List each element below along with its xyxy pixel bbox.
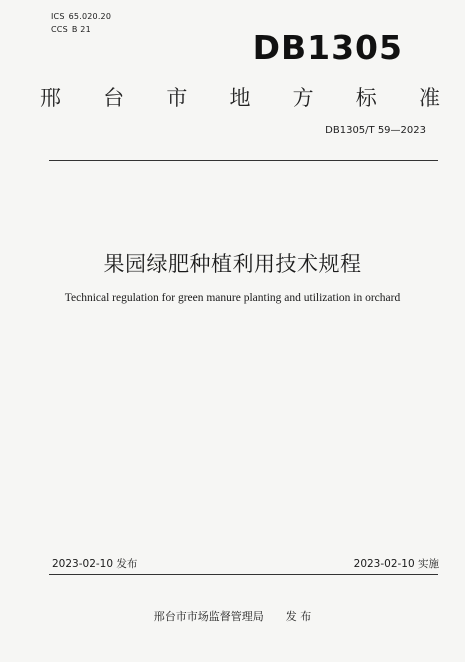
document-title-chinese: 果园绿肥种植利用技术规程 — [103, 252, 362, 276]
ics-classification — [51, 11, 111, 22]
standard-type-char: 台 — [103, 86, 125, 110]
standard-type-char: 标 — [355, 86, 377, 110]
standard-type-heading — [40, 85, 440, 111]
standard-type-char: 市 — [166, 86, 188, 110]
implement-date: 2023-02-10 实施 — [353, 558, 439, 570]
standard-code-logo: DB1305 — [252, 28, 403, 67]
ccs-classification — [51, 24, 91, 35]
standard-type-char: 方 — [292, 86, 314, 110]
top-divider — [49, 160, 438, 161]
issuer-name: 邢台市市场监督管理局 — [153, 610, 264, 623]
document-title-english: Technical regulation for green manure planting and utilization in orchard — [64, 292, 401, 304]
standard-type-char: 地 — [229, 86, 251, 110]
standard-type-char: 准 — [418, 86, 440, 110]
standard-number: DB1305/T 59—2023 — [325, 125, 426, 136]
ccs-label: CCS — [51, 25, 68, 34]
bottom-divider — [49, 574, 438, 575]
issuing-authority — [0, 610, 465, 624]
ics-value: 65.020.20 — [68, 12, 112, 21]
standard-type-char: 邢 — [40, 86, 61, 110]
publish-date: 2023-02-10 发布 — [52, 558, 138, 570]
issuer-action: 发 布 — [285, 610, 312, 623]
ccs-value: B 21 — [71, 25, 91, 34]
ics-label: ICS — [51, 12, 65, 21]
